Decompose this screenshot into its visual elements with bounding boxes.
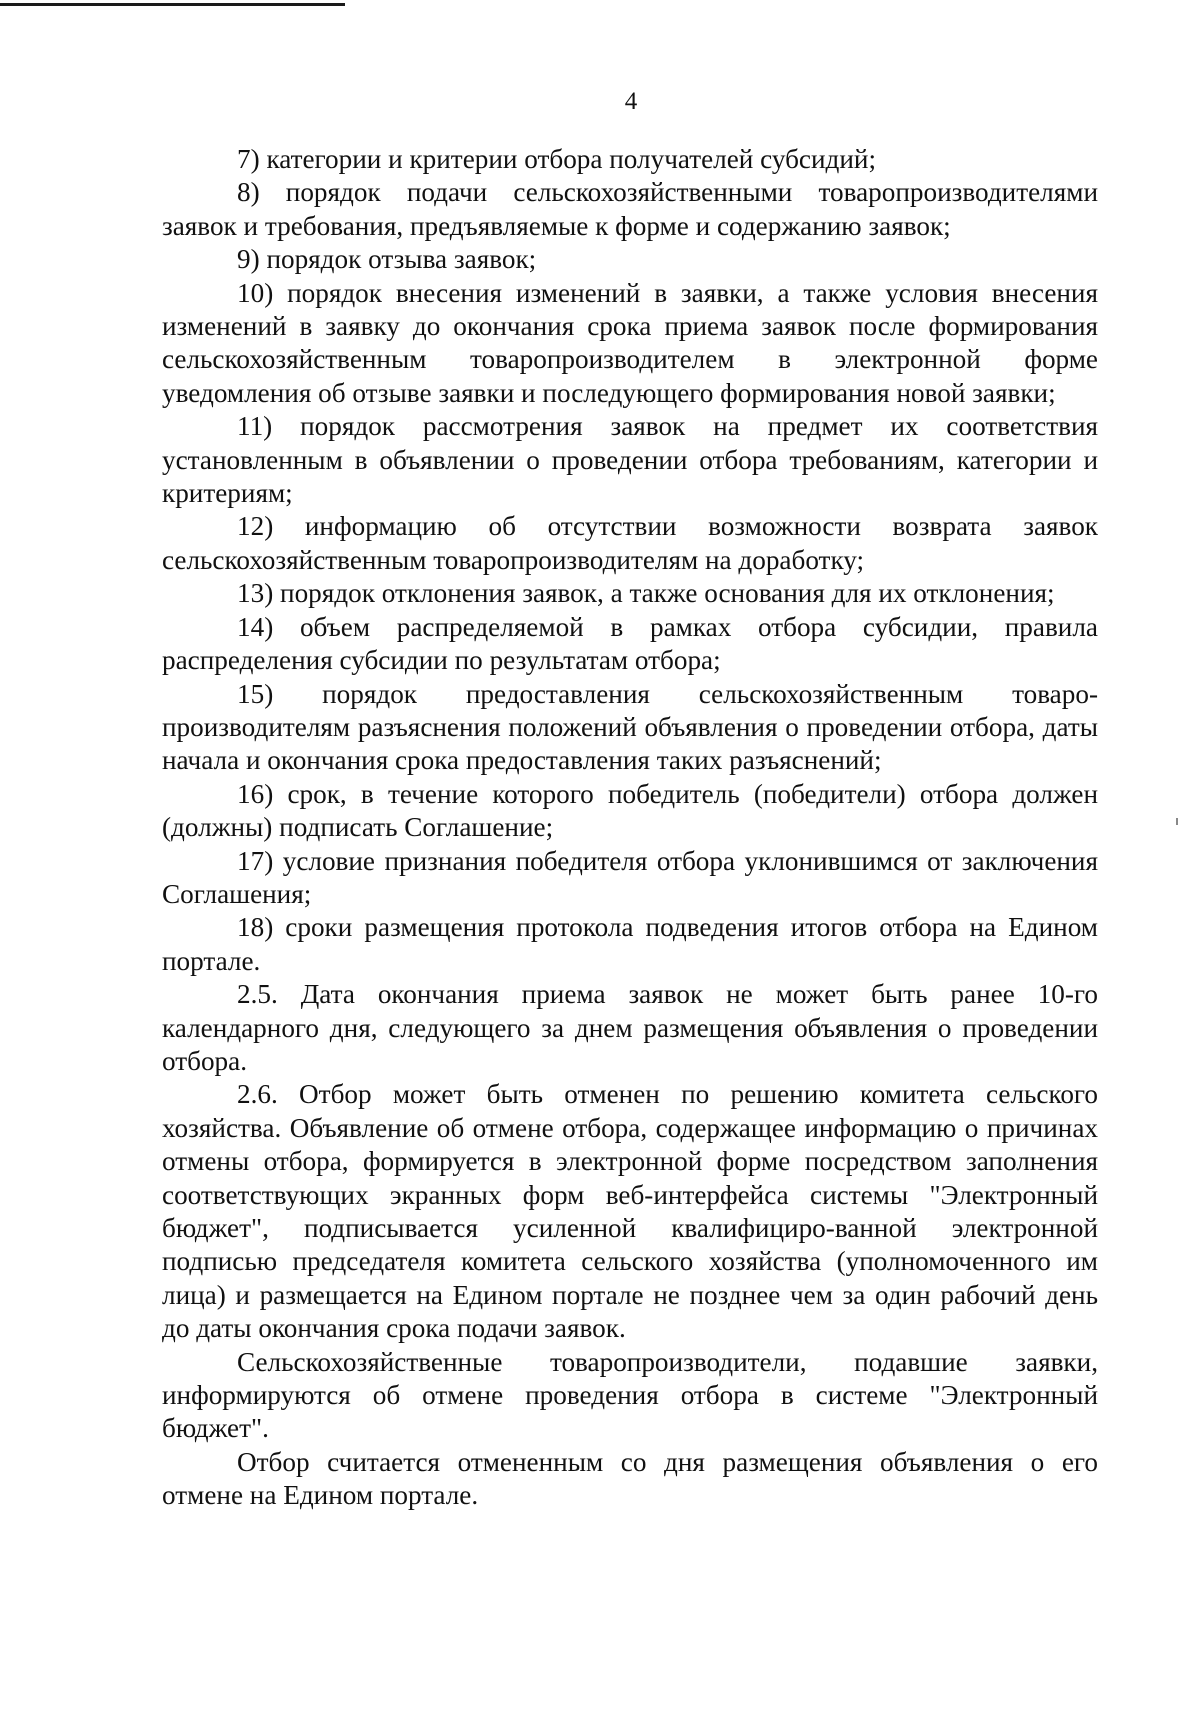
scan-edge-line	[0, 3, 345, 6]
list-item-17: 17) условие признания победителя отбора уклонившимся от заключения Соглашения;	[162, 845, 1098, 909]
clause-2-5: 2.5. Дата окончания приема заявок не может быть ранее 10-го календарного дня, следующего за днем размещения объявления о проведении отбора.	[162, 979, 1098, 1076]
list-item-10: 10) порядок внесения изменений в заявки, а также условия внесения изменений в заявку до окончания срока приема заявок после формирования сельскохозяйственным товаропроизводителем в электронной форме уведомления об отзыве заявки и последующего формирования новой заявки;	[162, 277, 1098, 408]
list-item-8: 8) порядок подачи сельскохозяйственными товаропроизводителями заявок и требования, предъявляемые к форме и содержанию заявок;	[162, 177, 1098, 241]
list-item-16: 16) срок, в течение которого победитель (победители) отбора должен (должны) подписать Соглашение;	[162, 778, 1098, 843]
scan-speck	[1176, 818, 1178, 825]
list-item-14: 14) объем распределяемой в рамках отбора субсидии, правила распределения субсидии по результатам отбора;	[162, 611, 1098, 676]
notification-paragraph: Сельскохозяйственные товаропроизводители, подавшие заявки, информируются об отмене проведения отбора в системе "Электронный бюджет".	[162, 1346, 1098, 1444]
clause-2-6: 2.6. Отбор может быть отменен по решению комитета сельского хозяйства. Объявление об отмене отбора, содержащее информацию о причинах отмены отбора, формируется в электронной форме посредством заполнения соответствующих экранных форм веб-интерфейса системы "Электронный бюджет", подписывается усиленной квалифициро-ванной электронной подписью председателя комитета сельского хозяйства (уполномоченного им лица) и размещается на Едином портале не позднее чем за один рабочий день до даты окончания срока подачи заявок.	[162, 1079, 1098, 1344]
list-item-11: 11) порядок рассмотрения заявок на предмет их соответствия установленным в объявлении о проведении отбора требованиям, категории и критериям;	[162, 411, 1098, 509]
document-body	[162, 143, 1098, 1513]
list-item-13: 13) порядок отклонения заявок, а также основания для их отклонения;	[237, 578, 1055, 609]
cancellation-paragraph: Отбор считается отмененным со дня размещения объявления о его отмене на Едином портале.	[162, 1446, 1098, 1511]
list-item-9: 9) порядок отзыва заявок;	[237, 244, 537, 275]
list-item-15: 15) порядок предоставления сельскохозяйственным товаро-производителям разъяснения положений объявления о проведении отбора, даты начала и окончания срока предоставления таких разъяснений;	[162, 678, 1098, 776]
list-item-7: 7) категории и критерии отбора получателей субсидий;	[237, 144, 877, 174]
page-number: 4	[624, 88, 638, 115]
list-item-18: 18) сроки размещения протокола подведения итогов отбора на Едином портале.	[162, 912, 1098, 976]
list-item-12: 12) информацию об отсутствии возможности возврата заявок сельскохозяйственным товаропроизводителям на доработку;	[162, 511, 1098, 575]
